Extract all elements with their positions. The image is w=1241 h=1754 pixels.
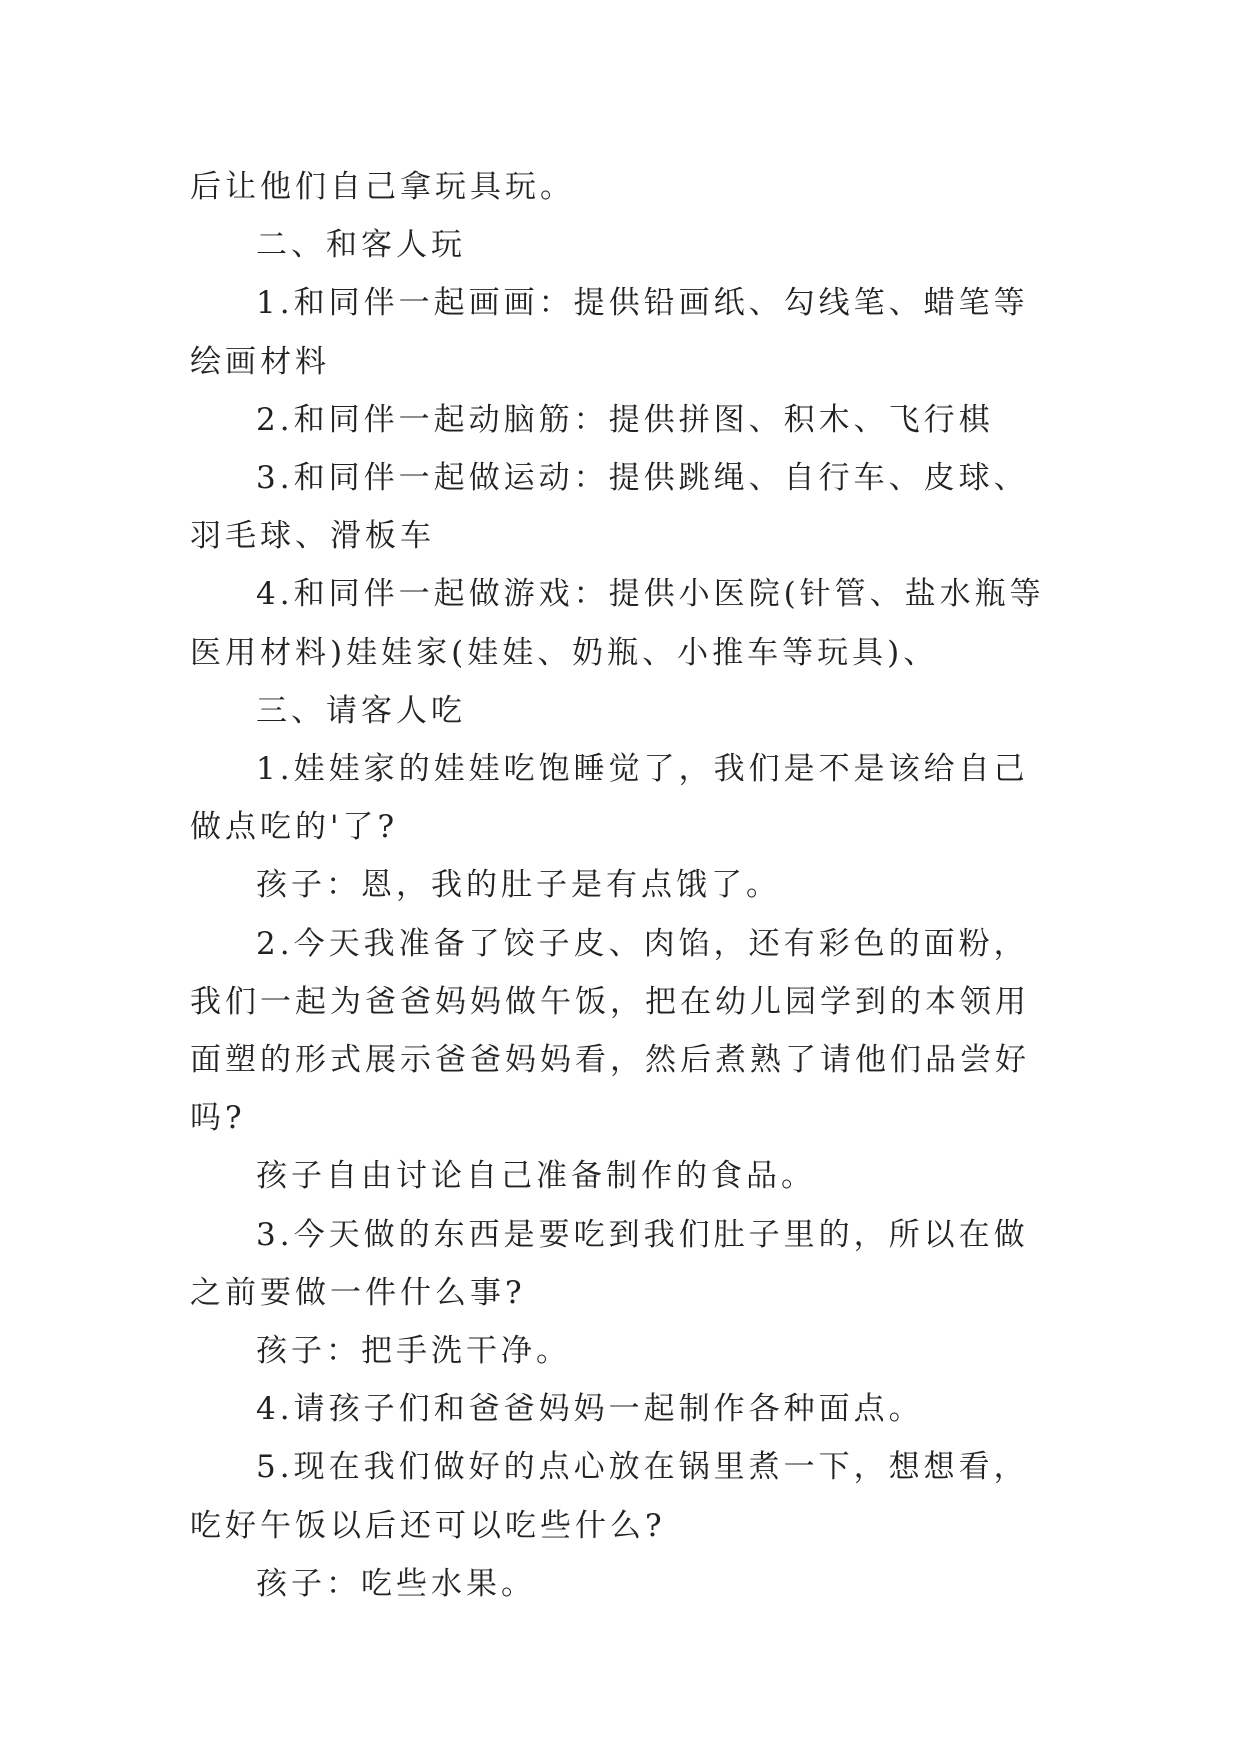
list-item: 4.请孩子们和爸爸妈妈一起制作各种面点。 [256, 1391, 924, 1428]
list-item: 5.现在我们做好的点心放在锅里煮一下，想想看，吃好午饭以后还可以吃些什么? [190, 1449, 1029, 1544]
list-item: 3.和同伴一起做运动：提供跳绳、自行车、皮球、羽毛球、滑板车 [190, 460, 1029, 555]
list-item: 4.和同伴一起做游戏：提供小医院(针管、盐水瓶等医用材料)娃娃家(娃娃、奶瓶、小推车等玩具)、 [190, 576, 1045, 671]
section-heading: 三、请客人吃 [256, 692, 466, 729]
paragraph: 孩子：把手洗干净。 [256, 1333, 571, 1370]
document-body [190, 158, 1060, 1613]
paragraph: 后让他们自己拿玩具玩。 [190, 169, 575, 205]
section-heading: 二、和客人玩 [256, 227, 466, 264]
list-item: 1.娃娃家的娃娃吃饱睡觉了，我们是不是该给自己做点吃的'了? [190, 751, 1029, 846]
paragraph: 孩子自由讨论自己准备制作的食品。 [256, 1158, 816, 1195]
list-item: 1.和同伴一起画画：提供铅画纸、勾线笔、蜡笔等绘画材料 [190, 285, 1029, 380]
list-item: 3.今天做的东西是要吃到我们肚子里的，所以在做之前要做一件什么事? [190, 1216, 1029, 1311]
list-item: 2.和同伴一起动脑筋：提供拼图、积木、飞行棋 [256, 401, 994, 438]
list-item: 2.今天我准备了饺子皮、肉馅，还有彩色的面粉，我们一起为爸爸妈妈做午饭，把在幼儿园学到的本领用面塑的形式展示爸爸妈妈看，然后煮熟了请他们品尝好吗? [190, 925, 1030, 1137]
paragraph: 孩子：恩，我的肚子是有点饿了。 [256, 867, 781, 904]
paragraph: 孩子：吃些水果。 [256, 1565, 536, 1602]
